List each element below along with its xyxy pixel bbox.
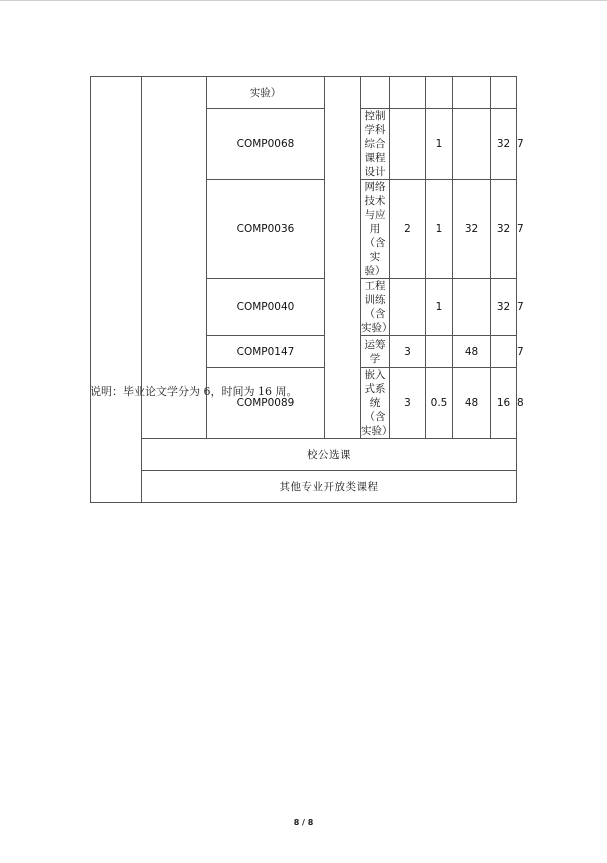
table-row: COMP0089 嵌入式系统（含实验） 3 0.5 48 16 8 <box>91 368 517 439</box>
cell-lecture-hours <box>453 109 491 180</box>
cell-lecture-hours <box>426 77 453 109</box>
course-name: 实验） <box>207 77 325 109</box>
table-row <box>91 439 517 471</box>
course-name: 嵌入式系统（含实验） <box>361 369 393 437</box>
course-code: COMP0040 <box>207 279 325 336</box>
course-code: COMP0036 <box>207 180 325 279</box>
table-row: COMP0040 工程训练（含实验） 1 32 7 <box>91 279 517 336</box>
course-code: COMP0147 <box>207 336 325 368</box>
cell-lecture-hours: 48 <box>453 368 491 439</box>
open-courses-row: 其他专业开放类课程 <box>142 471 517 503</box>
cell-lecture-hours: 32 <box>453 180 491 279</box>
course-code: COMP0089 <box>207 368 325 439</box>
course-name <box>361 180 390 279</box>
cell-practice-credits <box>390 77 426 109</box>
table-row: COMP0147 运筹学 3 48 7 <box>91 336 517 368</box>
cell-practice-credits: 1 <box>426 180 453 279</box>
course-name: 控制学科综合课程设计 <box>361 109 390 180</box>
cell-lab-hours: 32 <box>491 109 517 180</box>
cell-practice-credits: 1 <box>426 109 453 180</box>
category-cell <box>91 77 142 503</box>
cell-credits <box>390 109 426 180</box>
cell-lab-hours: 32 <box>491 279 517 336</box>
cell-lab-hours: 16 <box>491 368 517 439</box>
cell-practice-credits: 1 <box>426 279 453 336</box>
course-name: 工程训练（含实验） <box>361 280 393 334</box>
cell-credits: 3 <box>390 368 426 439</box>
cell-practice-credits: 0.5 <box>426 368 453 439</box>
table-row <box>91 77 517 109</box>
page-number: 8 / 8 <box>293 818 314 827</box>
table-row: COMP0036 网络技术与应用（含实 验） 2 1 32 32 7 <box>91 180 517 279</box>
cell-lecture-hours <box>453 279 491 336</box>
cell-semester <box>491 77 517 109</box>
course-name-line: 网络技术与应用（含实 <box>364 181 386 263</box>
cell-credits <box>390 279 426 336</box>
cell-lab-hours: 32 <box>491 180 517 279</box>
cell-lecture-hours: 48 <box>453 336 491 368</box>
school-elective-row: 校公选课 <box>142 439 517 471</box>
cell-credits: 2 <box>390 180 426 279</box>
course-name-line: 验） <box>364 265 386 277</box>
table-row <box>91 471 517 503</box>
page-top-border <box>0 0 607 1</box>
cell-practice-credits <box>426 336 453 368</box>
course-name: 运筹学 <box>361 336 390 368</box>
merged-cell <box>325 77 361 439</box>
course-code: COMP0068 <box>207 109 325 180</box>
cell-credits: 3 <box>390 336 426 368</box>
cell-lab-hours <box>491 336 517 368</box>
cell-lab-hours <box>453 77 491 109</box>
footnote: 说明：毕业论文学分为 6，时间为 16 周。 <box>90 385 298 398</box>
table-row: COMP0068 控制学科综合课程设计 1 32 7 <box>91 109 517 180</box>
cell-credits <box>361 77 390 109</box>
course-table <box>90 76 524 503</box>
